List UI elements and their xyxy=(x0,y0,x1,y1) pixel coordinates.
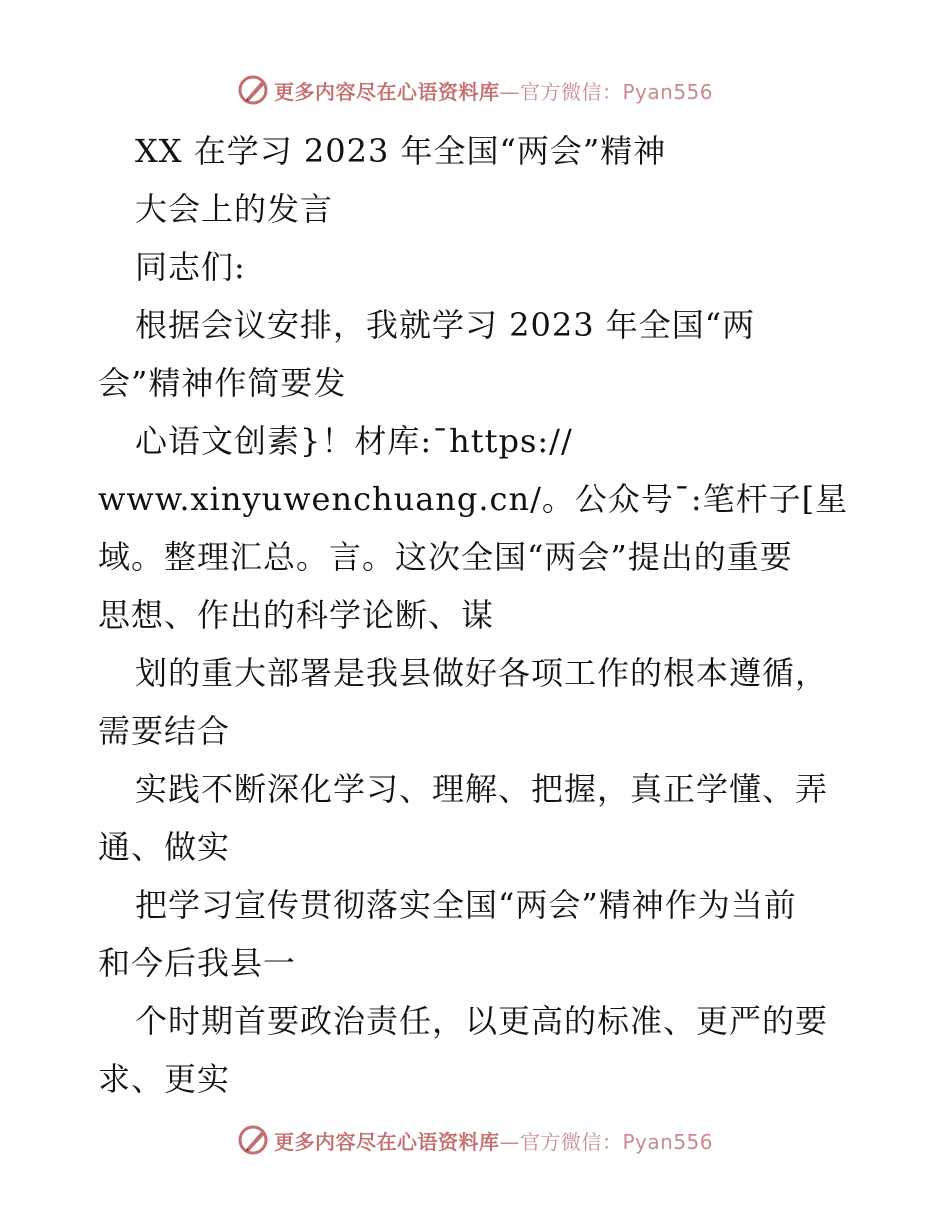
document-body xyxy=(98,122,858,1108)
document-line: 会”精神作简要发 xyxy=(98,364,347,402)
watermark-dash: — xyxy=(499,79,520,104)
watermark-main-text: 更多内容尽在心语资料库 xyxy=(274,79,500,104)
watermark-contact-id: Pyan556 xyxy=(622,1129,714,1154)
document-line: 域。整理汇总。言。这次全国“两会”提出的重要 xyxy=(98,538,793,576)
document-line: 把学习宣传贯彻落实全国“两会”精神作为当前 xyxy=(135,886,797,924)
document-line: 和今后我县一 xyxy=(98,944,297,982)
watermark-contact-label: 官方微信： xyxy=(520,1129,623,1154)
footer-watermark xyxy=(236,1123,713,1157)
document-line: 同志们: xyxy=(135,248,246,286)
document-line: 划的重大部署是我县做好各项工作的根本遵循， xyxy=(135,654,829,692)
document-line: 心语文创素}！材库:¯https:// xyxy=(135,422,573,460)
pen-logo-icon xyxy=(236,1123,270,1157)
watermark-contact-label: 官方微信： xyxy=(520,79,623,104)
document-line: 根据会议安排，我就学习 2023 年全国“两 xyxy=(135,306,756,344)
document-line: 需要结合 xyxy=(98,712,231,750)
document-line: 求、更实 xyxy=(98,1060,231,1098)
watermark-main-text: 更多内容尽在心语资料库 xyxy=(274,1129,500,1154)
watermark-text xyxy=(274,76,713,105)
watermark-text xyxy=(274,1126,713,1155)
document-line: 思想、作出的科学论断、谋 xyxy=(98,596,495,634)
watermark-dash: — xyxy=(499,1129,520,1154)
document-line: 个时期首要政治责任，以更高的标准、更严的要 xyxy=(135,1002,829,1040)
document-line: www.xinyuwenchuang.cn/。公众号¯:笔杆子[星 xyxy=(98,480,849,518)
document-line: 通、做实 xyxy=(98,828,231,866)
watermark-contact-id: Pyan556 xyxy=(622,79,714,104)
document-line: 大会上的发言 xyxy=(135,190,334,228)
pen-logo-icon xyxy=(236,73,270,107)
document-line: 实践不断深化学习、理解、把握，真正学懂、弄 xyxy=(135,770,829,808)
header-watermark xyxy=(236,73,713,107)
document-line: XX 在学习 2023 年全国“两会”精神 xyxy=(135,132,667,170)
